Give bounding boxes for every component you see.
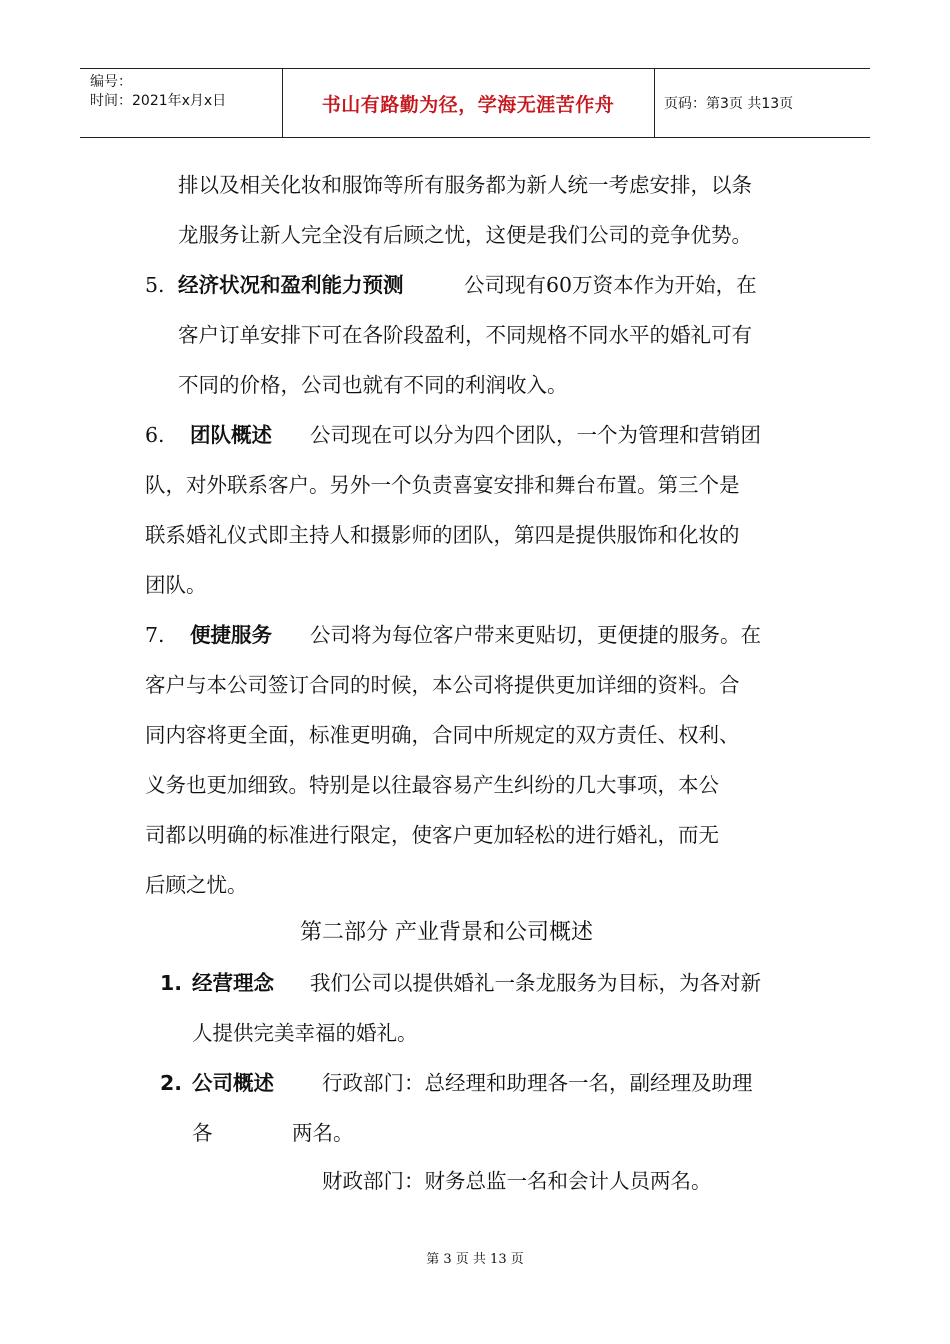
body-line: 队，对外联系客户。另外一个负责喜宴安排和舞台布置。第三个是 — [145, 473, 740, 497]
item-1-number: 1. — [160, 971, 183, 995]
page-header — [80, 68, 870, 138]
document-number-label: 编号： — [90, 74, 132, 90]
section-5-title: 经济状况和盈利能力预测 — [178, 273, 404, 297]
item-2-title: 公司概述 — [192, 1071, 274, 1095]
body-line: 财政部门：财务总监一名和会计人员两名。 — [322, 1169, 712, 1193]
header-page-info: 页码：第3页 共13页 — [664, 96, 794, 112]
section-5-text: 公司现有60万资本作为开始，在 — [464, 273, 757, 297]
body-line: 龙服务让新人完全没有后顾之忧，这便是我们公司的竞争优势。 — [178, 223, 752, 247]
body-line: 司都以明确的标准进行限定，使客户更加轻松的进行婚礼，而无 — [145, 823, 719, 847]
body-line: 后顾之忧。 — [145, 873, 248, 897]
body-line: 同内容将更全面，标准更明确，合同中所规定的双方责任、权利、 — [145, 723, 740, 747]
body-line: 排以及相关化妆和服饰等所有服务都为新人统一考虑安排，以条 — [178, 173, 752, 197]
body-line: 各 — [192, 1121, 213, 1145]
item-1-title: 经营理念 — [192, 971, 274, 995]
section-7-number: 7. — [145, 623, 165, 647]
body-line: 联系婚礼仪式即主持人和摄影师的团队，第四是提供服饰和化妆的 — [145, 523, 740, 547]
section-6-title: 团队概述 — [190, 423, 272, 447]
body-line: 客户订单安排下可在各阶段盈利，不同规格不同水平的婚礼可有 — [178, 323, 752, 347]
section-5-number: 5. — [145, 273, 165, 297]
body-line: 义务也更加细致。特别是以往最容易产生纠纷的几大事项，本公 — [145, 773, 719, 797]
item-1-text: 我们公司以提供婚礼一条龙服务为目标，为各对新 — [310, 971, 761, 995]
section-6-text: 公司现在可以分为四个团队，一个为管理和营销团 — [310, 423, 761, 447]
body-line: 不同的价格，公司也就有不同的利润收入。 — [178, 373, 568, 397]
body-line: 客户与本公司签订合同的时候，本公司将提供更加详细的资料。合 — [145, 673, 740, 697]
body-line: 人提供完美幸福的婚礼。 — [192, 1021, 418, 1045]
item-2-number: 2. — [160, 1071, 183, 1095]
header-motto: 书山有路勤为径，学海无涯苦作舟 — [321, 93, 615, 116]
page-footer: 第 3 页 共 13 页 — [426, 1252, 524, 1267]
part-heading: 第二部分 产业背景和公司概述 — [300, 920, 593, 945]
section-7-title: 便捷服务 — [190, 623, 272, 647]
header-meta — [90, 73, 226, 111]
body-line: 团队。 — [145, 573, 207, 597]
header-divider — [654, 69, 655, 137]
item-2-text: 行政部门：总经理和助理各一名，副经理及助理 — [322, 1071, 753, 1095]
document-date: 时间：2021年x月x日 — [90, 93, 227, 109]
section-6-number: 6. — [145, 423, 165, 447]
section-7-text: 公司将为每位客户带来更贴切，更便捷的服务。在 — [310, 623, 761, 647]
body-line: 两名。 — [292, 1121, 354, 1145]
